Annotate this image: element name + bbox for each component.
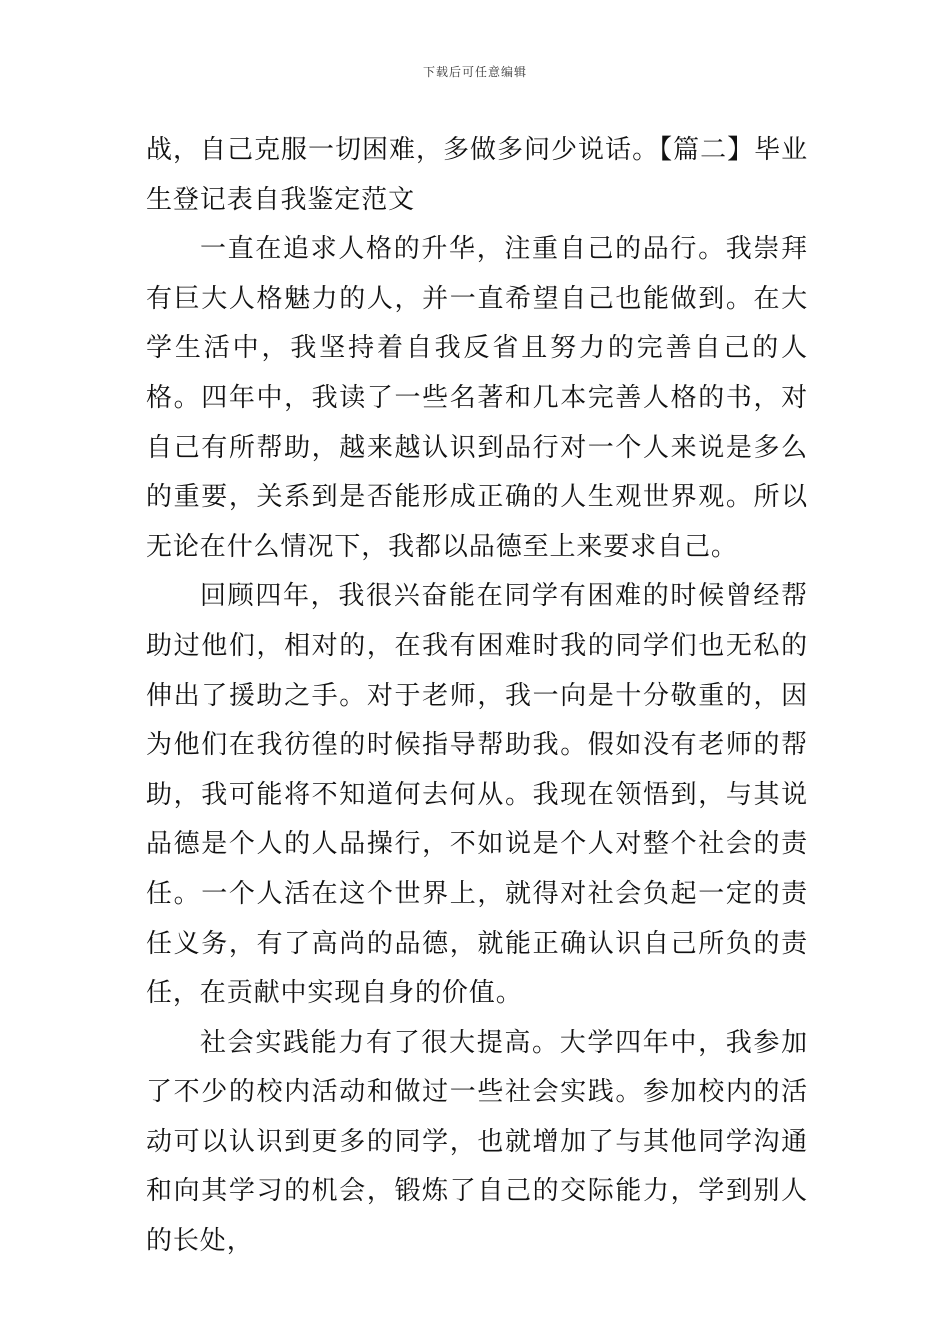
page-header-note: 下载后可任意编辑	[422, 65, 527, 79]
document-body	[146, 126, 808, 1267]
paragraph-practice: 社会实践能力有了很大提高。大学四年中，我参加了不少的校内活动和做过一些社会实践。参加校内的活动可以认识到更多的同学，也就增加了与其他同学沟通和向其学习的机会，锻炼了自己的交际能力，学到别人的长处，	[146, 1027, 808, 1257]
paragraph-continuation: 战，自己克服一切困难，多做多问少说话。【篇二】毕业生登记表自我鉴定范文	[146, 135, 808, 215]
paragraph-character: 一直在追求人格的升华，注重自己的品行。我崇拜有巨大人格魅力的人，并一直希望自己也能做到。在大学生活中，我坚持着自我反省且努力的完善自己的人格。四年中，我读了一些名著和几本完善人格的书，对自己有所帮助，越来越认识到品行对一个人来说是多么的重要，关系到是否能形成正确的人生观世界观。所以无论在什么情况下，我都以品德至上来要求自己。	[146, 234, 808, 562]
paragraph-review: 回顾四年，我很兴奋能在同学有困难的时候曾经帮助过他们，相对的，在我有困难时我的同学们也无私的伸出了援助之手。对于老师，我一向是十分敬重的，因为他们在我彷徨的时候指导帮助我。假如没有老师的帮助，我可能将不知道何去何从。我现在领悟到，与其说品德是个人的人品操行，不如说是个人对整个社会的责任。一个人活在这个世界上，就得对社会负起一定的责任义务，有了高尚的品德，就能正确认识自己所负的责任，在贡献中实现自身的价值。	[146, 581, 808, 1009]
